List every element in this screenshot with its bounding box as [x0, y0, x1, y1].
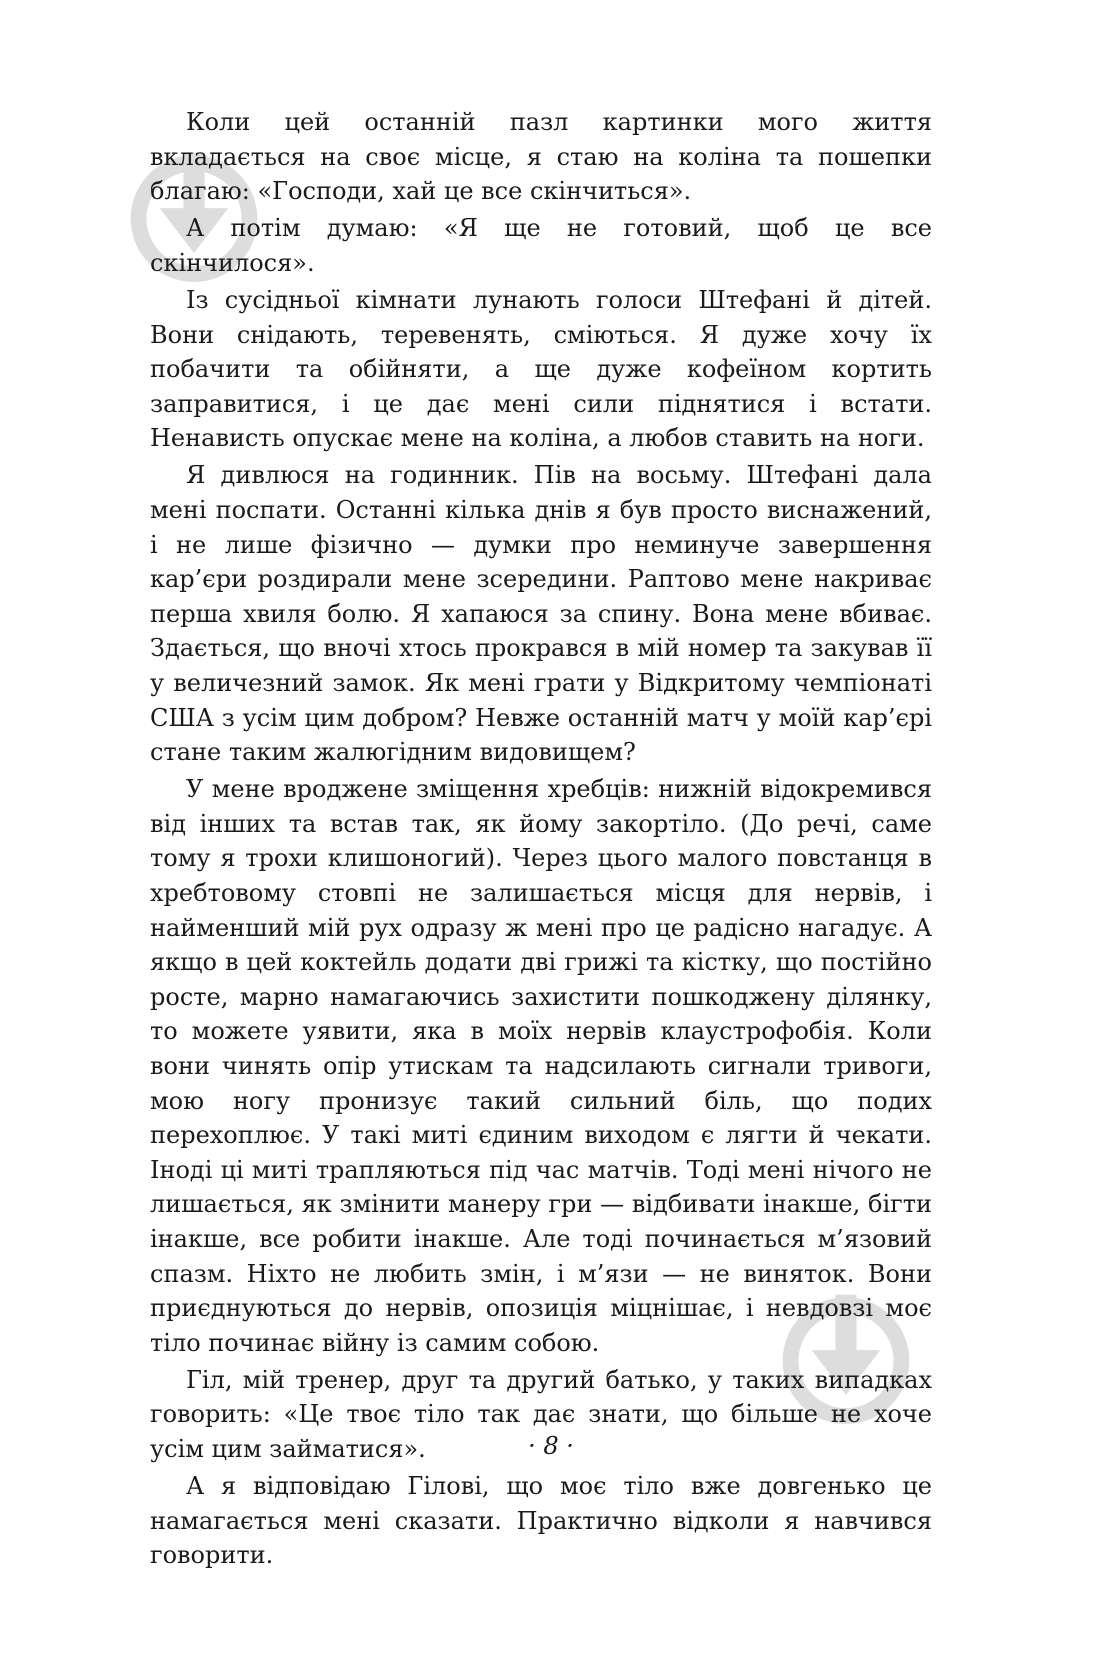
paragraph: А я відповідаю Гілові, що моє тіло вже довгенько це намагається мені сказати. Практично відколи я навчився говорити. [150, 1472, 932, 1570]
paragraph: Гіл, мій тренер, друг та другий батько, у таких випадках говорить: «Це твоє тіло так дає знати, що більше не хоче усім цим займатися». [150, 1365, 932, 1464]
paragraph: Із сусідньої кімнати лунають голоси Штефані й дітей. Вони снідають, теревенять, сміються. Я дуже хочу їх побачити та обійняти, а ще дуже кофеїном кортить заправитися, і це дає мені сили піднятися і встати. Ненависть опускає мене на коліна, а любов ставить на ноги. [150, 285, 932, 453]
page-number: · 8 · [528, 1432, 574, 1460]
paragraph: А потім думаю: «Я ще не готовий, щоб це все скінчилося». [150, 214, 932, 277]
body-text [150, 105, 932, 1575]
paragraph: У мене вроджене зміщення хребців: нижній відокремився від інших та встав так, як йому закортіло. (До речі, саме тому я трохи клишоногий). Через цього малого повстанця в хребтовому стовпі не залишається місця для нервів, і найменший мій рух одразу ж мені про це радісно нагадує. А якщо в цей коктейль додати дві грижі та кістку, що постійно росте, марно намагаючись захистити пошкоджену ділянку, то можете уявити, яка в моїх нервів клаустрофобія. Коли вони чинять опір утискам та надсилають сигнали тривоги, мою ногу пронизує такий сильний біль, що подих перехоплює. У такі миті єдиним виходом є лягти й чекати. Іноді ці миті трапляються під час матчів. Тоді мені нічого не лишається, як змінити манеру гри — відбивати інакше, бігти інакше, все робити інакше. Але тоді починається м’язовий спазм. Ніхто не любить змін, і м’язи — не виняток. Вони приєднуються до нервів, опозиція міцнішає, і невдовзі моє тіло починає війну із самим собою. [150, 775, 932, 1357]
paragraph: Я дивлюся на годинник. Пів на восьму. Штефані дала мені поспати. Останні кілька днів я був просто виснажений, і не лише фізично — думки про неминуче завершення кар’єри роздирали мене зсередини. Раптово мене накриває перша хвиля болю. Я хапаюся за спину. Вона мене вбиває. Здається, що вночі хтось прокрався в мій номер та закував її у величезний замок. Як мені грати у Відкритому чемпіонаті США з усім цим добром? Невже останній матч у моїй кар’єрі стане таким жалюгідним видовищем? [150, 461, 932, 767]
paragraph: Коли цей останній пазл картинки мого життя вкладається на своє місце, я стаю на коліна та пошепки благаю: «Господи, хай це все скінчиться». [150, 108, 932, 206]
